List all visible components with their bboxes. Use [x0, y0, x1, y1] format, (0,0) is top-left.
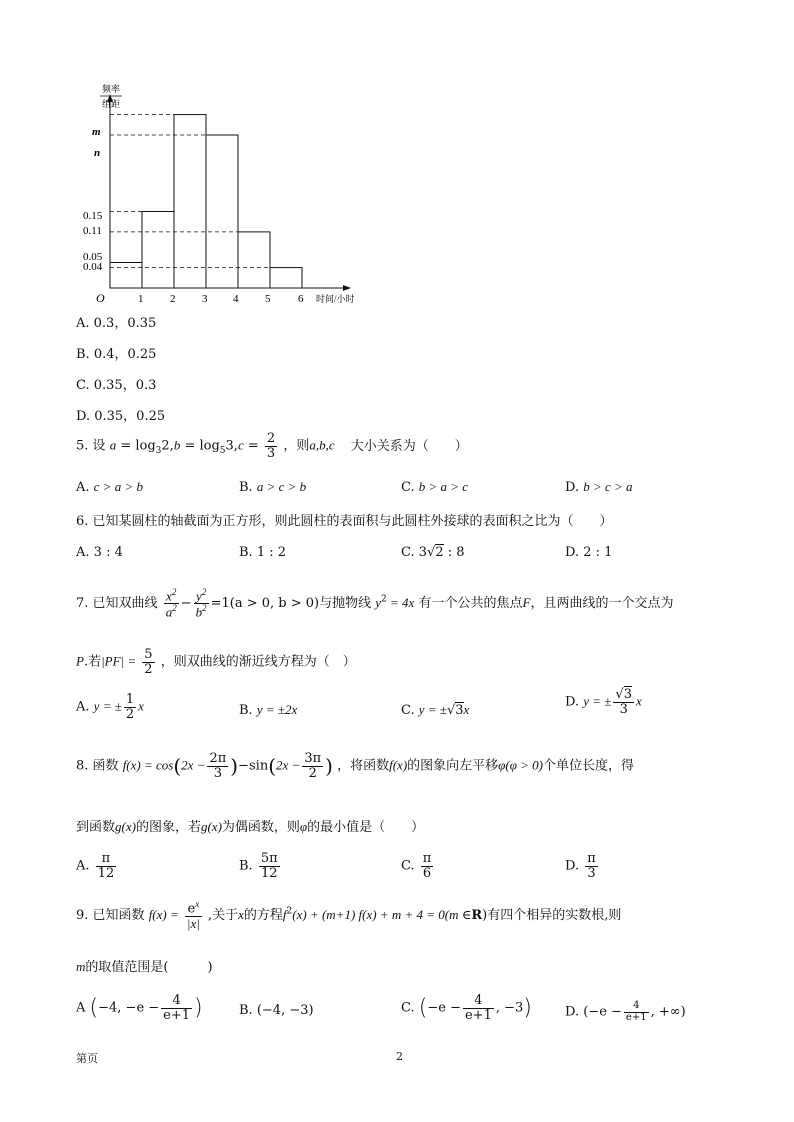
q4-option-a: A. 0.3，0.35 [76, 316, 157, 331]
q5-option-c: C. b > a > c [401, 479, 469, 495]
q4-option-c: C. 0.35，0.3 [76, 378, 157, 393]
q9-option-b: B. (−4, −3) [239, 1003, 314, 1018]
q5-option-d: D. b > c > a [565, 479, 633, 495]
q8-option-d: D. $\frac{\pi}{3}$ [565, 851, 596, 881]
histogram-bar-1-2 [142, 212, 174, 289]
histogram-bar-0-1 [110, 263, 142, 289]
q6-option-a: A. 3 : 4 [76, 545, 123, 560]
q8-stem-line1: 8. 函数 f(x) = cos(2x − $\frac{2\pi}{3}$ )−sin(2x − $\frac{3\pi}{2}$ ) ，将函数f(x)的图象向左平移φ(φ > 0)个单位长度，得 [76, 751, 635, 781]
q8-option-b: B. $\frac{5\pi}{12}$ [239, 851, 278, 881]
q7-stem-line2: P.若|PF| = $\frac{5}{2}$ ，则双曲线的渐近线方程为（ ） [76, 647, 356, 677]
q7-stem-line1: 7. 已知双曲线 $\frac{x^2}{a^2}$ − $\frac{y^2}{b^2}$ =1(a > 0, b > 0)与抛物线 $y^2 = 4x$ 有一个公共的焦点F，且两曲线的一个交点为 [76, 587, 674, 620]
y-axis-label-bottom: 组距 [102, 99, 121, 109]
histogram-bars [110, 115, 302, 288]
q5-fraction: $\frac{2}{3}$ [266, 431, 276, 461]
histogram-bar-2-3 [174, 115, 206, 288]
q4-option-b: B. 0.4，0.25 [76, 347, 157, 362]
footer-page-number: 2 [396, 1050, 403, 1063]
q9-stem-line2: m的取值范围是( ) [76, 959, 213, 975]
xtick-5: 5 [265, 293, 271, 303]
histogram-figure [70, 78, 370, 303]
xtick-3: 3 [202, 293, 208, 303]
histogram-bar-5-6 [270, 268, 302, 288]
q8-option-a: A. $\frac{\pi}{12}$ [76, 851, 115, 881]
xtick-1: 1 [138, 293, 144, 303]
ytick-0.15: 0.15 [83, 210, 103, 222]
xtick-4: 4 [233, 293, 239, 303]
q5-option-a: A. c > a > b [76, 479, 143, 495]
q8-stem-line2: 到函数g(x)的图象，若g(x)为偶函数，则φ的最小值是（ ） [76, 819, 425, 835]
q4-option-d: D. 0.35，0.25 [76, 409, 166, 424]
ytick-0.05: 0.05 [83, 251, 103, 263]
histogram-bar-4-5 [238, 232, 270, 288]
histogram-guide-lines [110, 115, 270, 268]
q8-option-c: C. $\frac{\pi}{6}$ [401, 851, 432, 881]
histogram-bar-3-4 [206, 135, 238, 288]
q6-stem: 6. 已知某圆柱的轴截面为正方形，则此圆柱的表面积与此圆柱外接球的表面积之比为（ ） [76, 514, 613, 529]
xtick-2: 2 [170, 293, 176, 303]
q7-option-a: A. y = ± $\frac{1}{2}$ x [76, 692, 144, 722]
q7-option-d: D. y = ± $\frac{√3}{3}$ x [565, 687, 642, 717]
q9-option-d: D. (−e − $\frac{4}{e+1}$ , +∞) [565, 1000, 686, 1023]
q6-option-c: C. 3√2 : 8 [401, 545, 465, 560]
xtick-6: 6 [298, 293, 304, 303]
x-axis-label: 时间/小时 [316, 294, 355, 303]
footer-left: 第页 [76, 1052, 98, 1065]
q9-option-a: A (−4, −e − $\frac{4}{e+1}$ ) [76, 993, 203, 1023]
q7-option-b: B. y = ±2x [239, 702, 298, 718]
ytick-0.11: 0.11 [83, 225, 102, 237]
q9-option-c: C. (−e − $\frac{4}{e+1}$ , −3) [401, 993, 532, 1023]
q9-stem-line1: 9. 已知函数 f(x) = $\frac{e^x}{|x|}$ ,关于x的方程$f^2(x) + (m+1) f(x) + m + 4 = 0(m$ ∈R)有四个相异的实数根,则 [76, 899, 622, 931]
ytick-m: m [92, 126, 101, 138]
x-axis-arrow [343, 285, 351, 291]
q7-option-c: C. y = ±√3x [401, 702, 470, 718]
ytick-n: n [94, 147, 101, 159]
origin-label: O [96, 291, 105, 303]
q6-option-b: B. 1 : 2 [239, 545, 287, 560]
q5-stem: 5. 设 $a = \log_32,b = \log_53,c$ = $\frac{2}{3}$ ，则a,b,c 大小关系为（ ） [76, 431, 468, 461]
ytick-0.04: 0.04 [83, 261, 103, 273]
q5-option-b: B. a > c > b [239, 479, 307, 495]
y-axis-label-top: 频率 [102, 84, 121, 94]
q6-option-d: D. 2 : 1 [565, 545, 613, 560]
